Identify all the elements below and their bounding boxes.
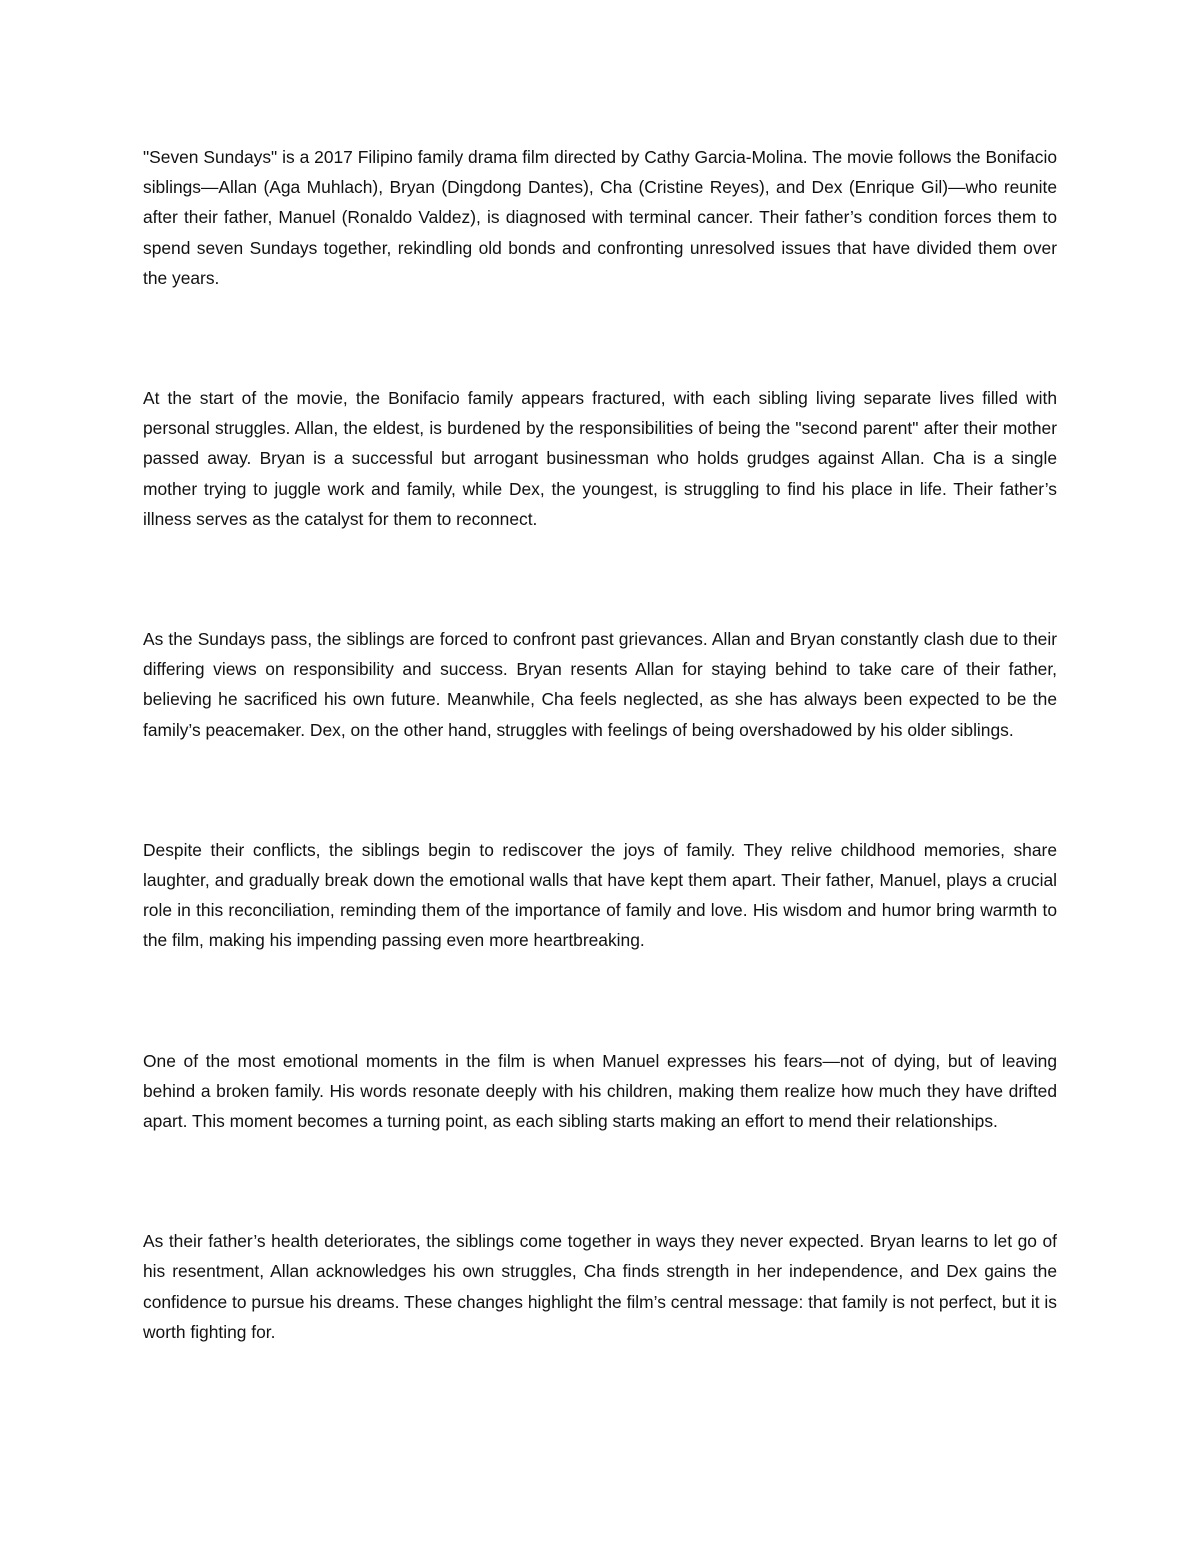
- document-body: [143, 142, 1057, 1347]
- paragraph-2: At the start of the movie, the Bonifacio family appears fractured, with each sibling living separate lives filled with personal struggles. Allan, the eldest, is burdened by the responsibilities of being the "second parent" after their mother passed away. Bryan is a successful but arrogant businessman who holds grudges against Allan. Cha is a single mother trying to juggle work and family, while Dex, the youngest, is struggling to find his place in life. Their father’s illness serves as the catalyst for them to reconnect.: [143, 388, 1057, 529]
- paragraph-1: "Seven Sundays" is a 2017 Filipino family drama film directed by Cathy Garcia-Molina. The movie follows the Bonifacio siblings—Allan (Aga Muhlach), Bryan (Dingdong Dantes), Cha (Cristine Reyes), and Dex (Enrique Gil)—who reunite after their father, Manuel (Ronaldo Valdez), is diagnosed with terminal cancer. Their father’s condition forces them to spend seven Sundays together, rekindling old bonds and confronting unresolved issues that have divided them over the years.: [143, 147, 1057, 288]
- paragraph-3: As the Sundays pass, the siblings are forced to confront past grievances. Allan and Bryan constantly clash due to their differing views on responsibility and success. Bryan resents Allan for staying behind to take care of their father, believing he sacrificed his own future. Meanwhile, Cha feels neglected, as she has always been expected to be the family’s peacemaker. Dex, on the other hand, struggles with feelings of being overshadowed by his older siblings.: [143, 629, 1057, 740]
- paragraph-5: One of the most emotional moments in the film is when Manuel expresses his fears—not of dying, but of leaving behind a broken family. His words resonate deeply with his children, making them realize how much they have drifted apart. This moment becomes a turning point, as each sibling starts making an effort to mend their relationships.: [143, 1050, 1057, 1132]
- paragraph-4: Despite their conflicts, the siblings begin to rediscover the joys of family. They relive childhood memories, share laughter, and gradually break down the emotional walls that have kept them apart. Their father, Manuel, plays a crucial role in this reconciliation, reminding them of the importance of family and love. His wisdom and humor bring warmth to the film, making his impending passing even more heartbreaking.: [143, 839, 1057, 951]
- paragraph-6: As their father’s health deteriorates, the siblings come together in ways they never expected. Bryan learns to let go of his resentment, Allan acknowledges his own struggles, Cha finds strength in her independence, and Dex gains the confidence to pursue his dreams. These changes highlight the film’s central message: that family is not perfect, but it is worth fighting for.: [143, 1231, 1057, 1342]
